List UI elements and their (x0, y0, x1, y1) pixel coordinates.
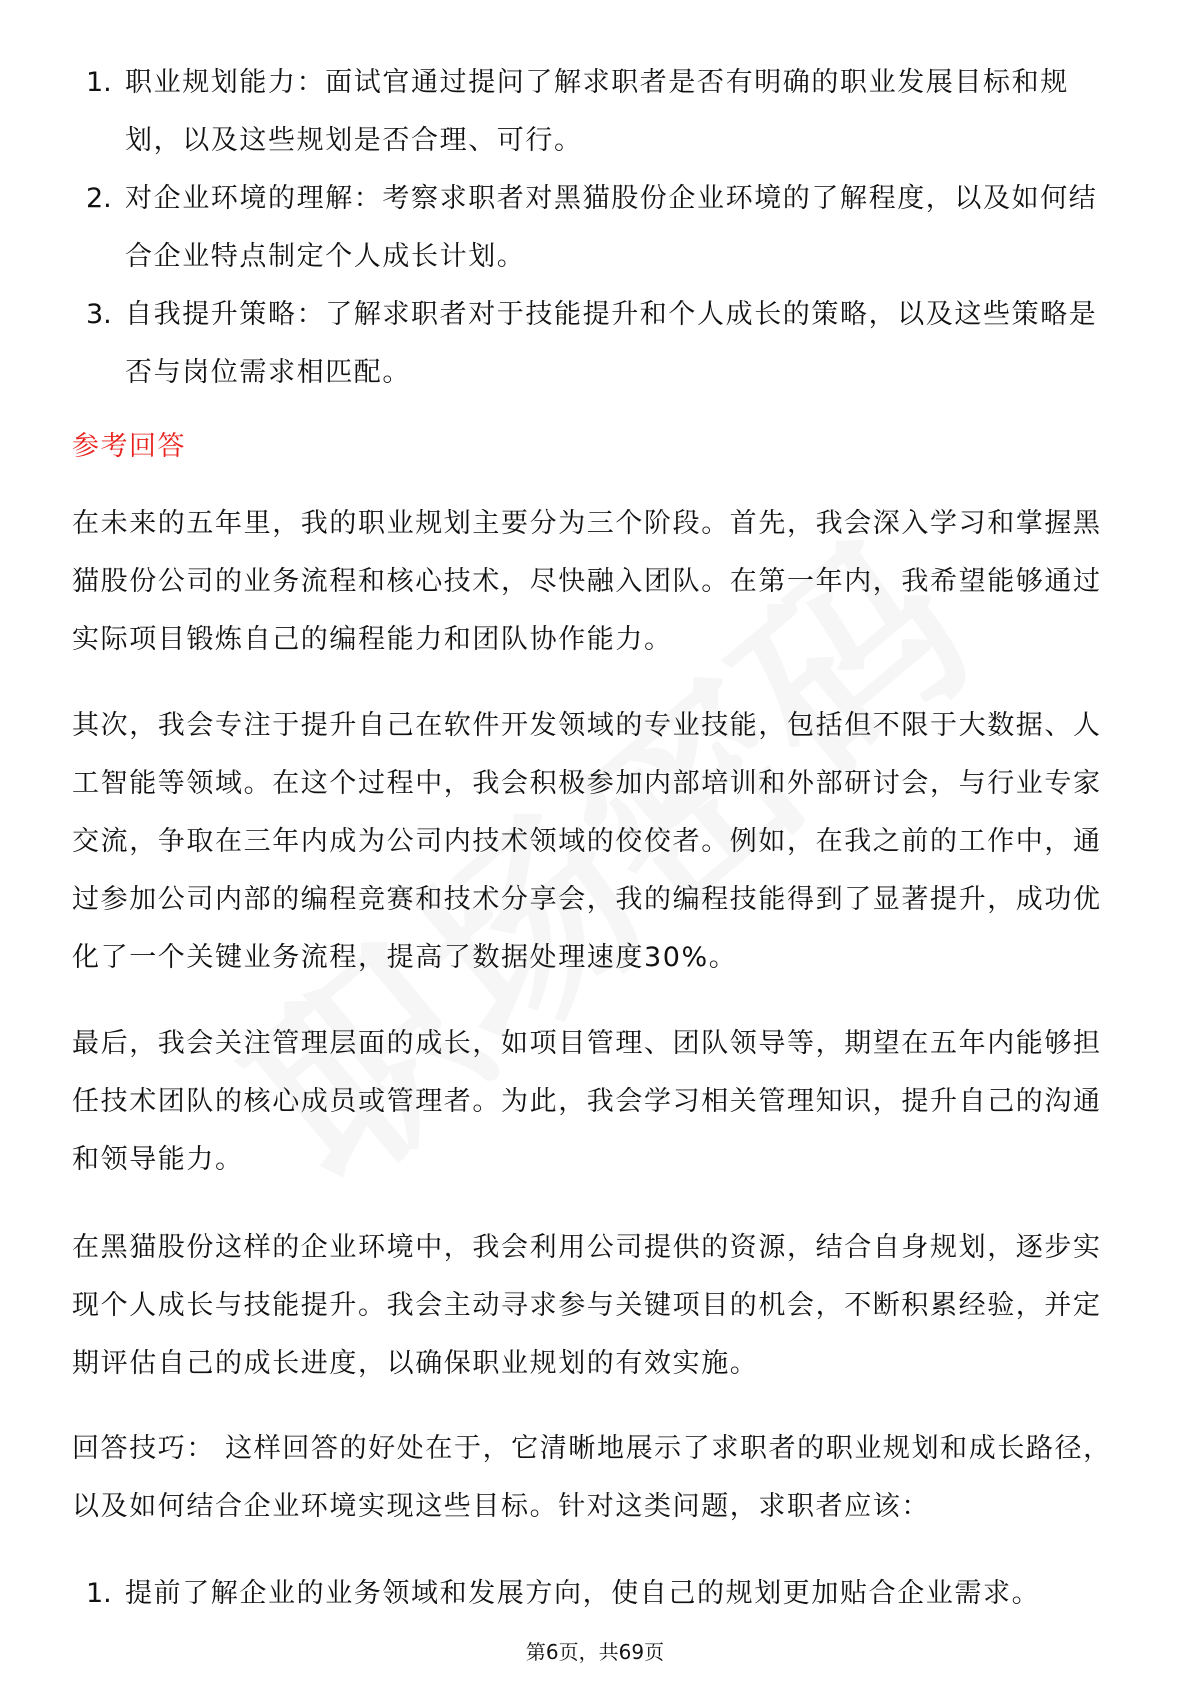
list-item-text: 对企业环境的理解：考察求职者对黑猫股份企业环境的了解程度，以及如何结 (125, 183, 1098, 214)
list-item-text: 职业规划能力：面试官通过提问了解求职者是否有明确的职业发展目标和规 (125, 67, 1069, 98)
section-heading: 参考回答 (72, 431, 186, 462)
paragraph-line: 以及如何结合企业环境实现这些目标。针对这类问题，求职者应该： (72, 1491, 930, 1522)
paragraph-line: 任技术团队的核心成员或管理者。为此，我会学习相关管理知识，提升自己的沟通 (72, 1086, 1102, 1117)
paragraph-line: 过参加公司内部的编程竞赛和技术分享会，我的编程技能得到了显著提升，成功优 (72, 884, 1102, 915)
paragraph-line: 和领导能力。 (72, 1144, 244, 1175)
list-item-text: 自我提升策略：了解求职者对于技能提升和个人成长的策略，以及这些策略是 (125, 299, 1098, 330)
list-item-text: 提前了解企业的业务领域和发展方向，使自己的规划更加贴合企业需求。 (125, 1578, 1041, 1609)
paragraph-line: 交流，争取在三年内成为公司内技术领域的佼佼者。例如，在我之前的工作中，通 (72, 826, 1102, 857)
list-item-number: 1. (86, 67, 112, 98)
paragraph-line: 现个人成长与技能提升。我会主动寻求参与关键项目的机会，不断积累经验，并定 (72, 1290, 1102, 1321)
paragraph-line: 期评估自己的成长进度，以确保职业规划的有效实施。 (72, 1348, 759, 1379)
paragraph-line: 工智能等领域。在这个过程中，我会积极参加内部培训和外部研讨会，与行业专家 (72, 768, 1102, 799)
paragraph-line: 在黑猫股份这样的企业环境中，我会利用公司提供的资源，结合自身规划，逐步实 (72, 1232, 1102, 1263)
list-item-text: 合企业特点制定个人成长计划。 (125, 241, 526, 272)
paragraph-line: 其次，我会专注于提升自己在软件开发领域的专业技能，包括但不限于大数据、人 (72, 710, 1102, 741)
list-item-number: 3. (86, 299, 112, 330)
list-item-text: 否与岗位需求相匹配。 (125, 357, 411, 388)
paragraph-line: 最后，我会关注管理层面的成长，如项目管理、团队领导等，期望在五年内能够担 (72, 1028, 1102, 1059)
list-item-text: 划，以及这些规划是否合理、可行。 (125, 125, 583, 156)
page-footer: 第6页，共69页 (525, 1640, 665, 1664)
paragraph-line: 猫股份公司的业务流程和核心技术，尽快融入团队。在第一年内，我希望能够通过 (72, 566, 1102, 597)
paragraph-line: 化了一个关键业务流程，提高了数据处理速度30%。 (72, 942, 738, 973)
paragraph-line: 在未来的五年里，我的职业规划主要分为三个阶段。首先，我会深入学习和掌握黑 (72, 508, 1102, 539)
paragraph-line: 回答技巧： 这样回答的好处在于，它清晰地展示了求职者的职业规划和成长路径， (72, 1433, 1112, 1464)
list-item-number: 2. (86, 183, 112, 214)
paragraph-line: 实际项目锻炼自己的编程能力和团队协作能力。 (72, 624, 673, 655)
list-item-number: 1. (86, 1578, 112, 1609)
